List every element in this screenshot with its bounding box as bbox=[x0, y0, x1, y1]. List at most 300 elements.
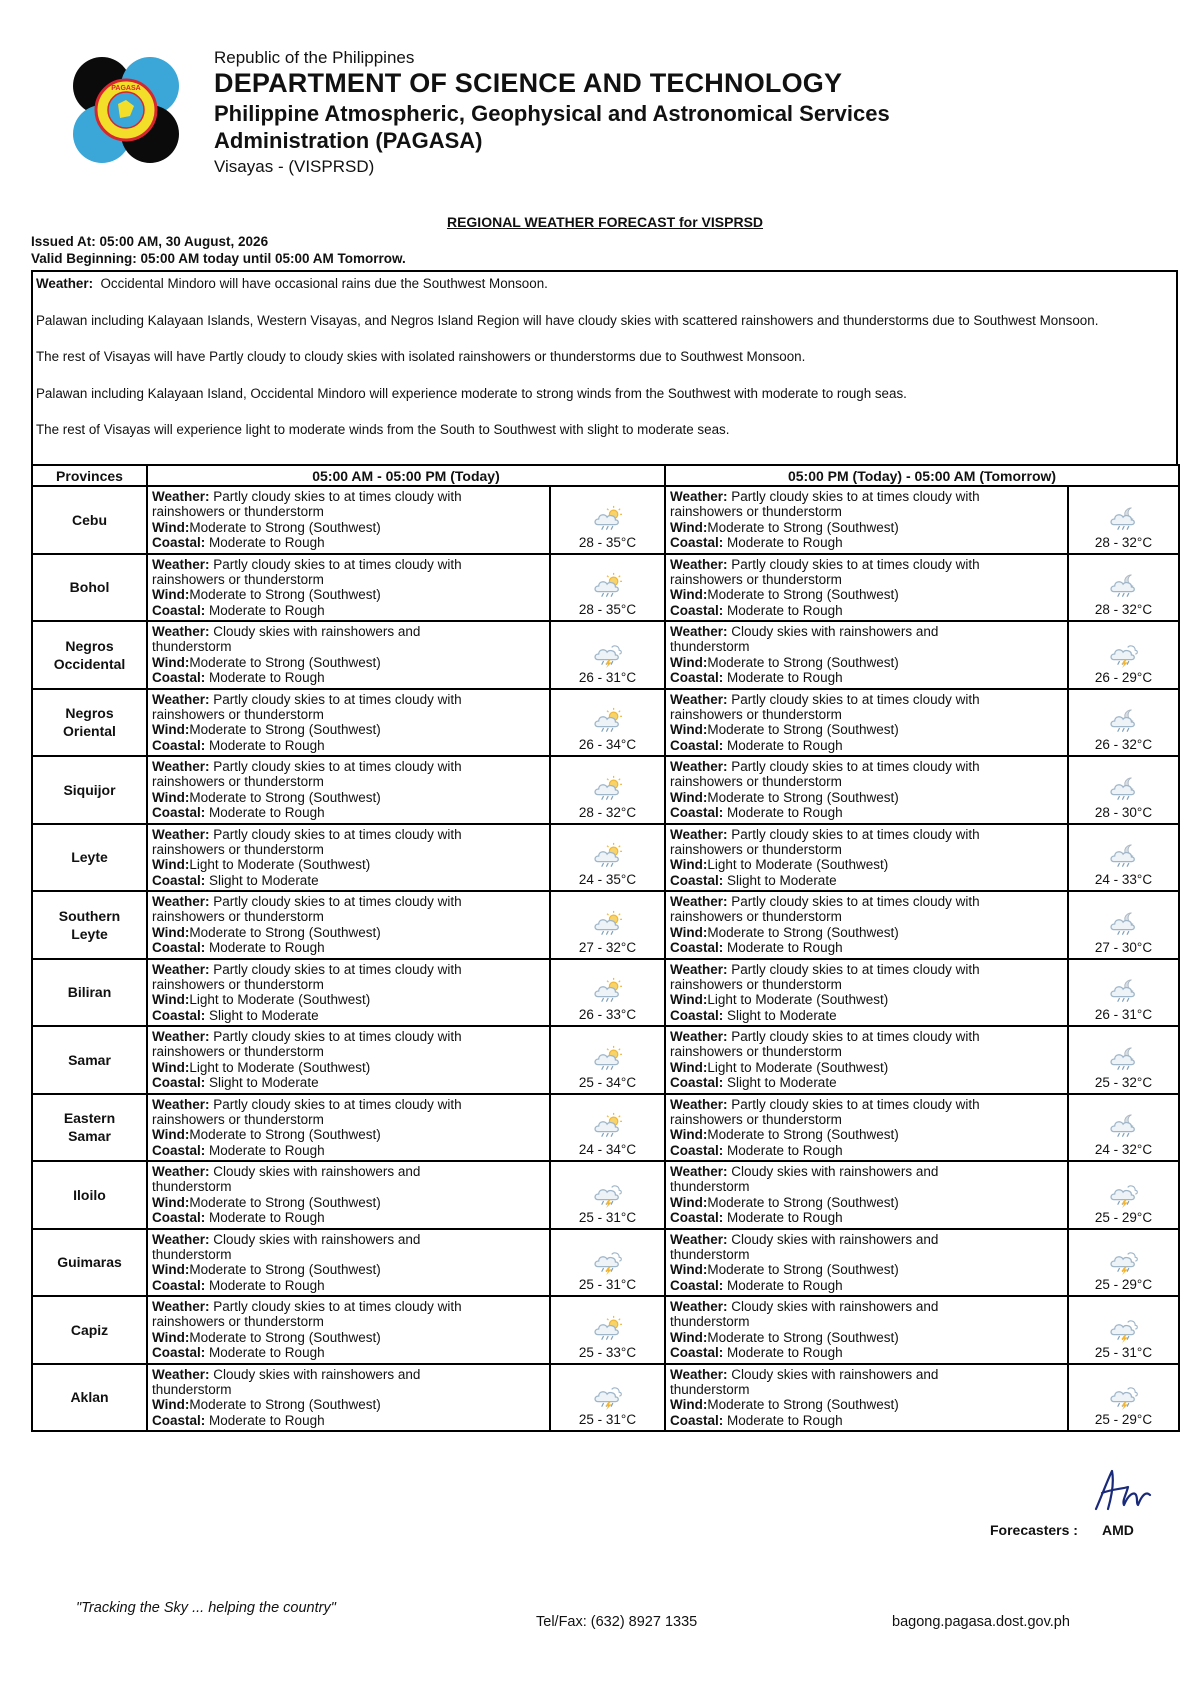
temperature-range: 25 - 31°C bbox=[578, 1277, 637, 1292]
weather-value: Partly cloudy skies to at times cloudy with bbox=[727, 489, 980, 504]
partly-cloudy-rain-day-icon bbox=[590, 1315, 626, 1343]
weather-line bbox=[152, 759, 545, 774]
wind-value: Light to Moderate (Southwest) bbox=[707, 1059, 889, 1075]
temperature-range: 27 - 30°C bbox=[1094, 939, 1153, 955]
temperature-range: 28 - 35°C bbox=[578, 534, 637, 550]
coastal-label: Coastal: bbox=[670, 602, 724, 618]
tonight-forecast-text bbox=[665, 621, 1068, 689]
telfax: Tel/Fax: (632) 8927 1335 bbox=[536, 1614, 698, 1630]
weather-continuation: rainshowers or thunderstorm bbox=[670, 976, 842, 992]
coastal-line bbox=[152, 603, 545, 618]
wind-label: Wind: bbox=[670, 1397, 708, 1413]
coastal-line bbox=[670, 1210, 1063, 1225]
temperature-range: 25 - 29°C bbox=[1094, 1412, 1153, 1427]
coastal-label: Coastal: bbox=[152, 1412, 206, 1428]
wind-value: Moderate to Strong (Southwest) bbox=[707, 519, 899, 535]
today-forecast-text bbox=[147, 1229, 550, 1297]
today-temperature-cell bbox=[550, 891, 665, 959]
coastal-value: Moderate to Rough bbox=[205, 1142, 325, 1158]
province-name-line: Negros bbox=[65, 705, 114, 722]
coastal-value: Moderate to Rough bbox=[205, 1277, 325, 1293]
temperature-range: 26 - 33°C bbox=[578, 1007, 637, 1022]
partly-cloudy-rain-day-icon bbox=[590, 707, 626, 735]
weather-value: Partly cloudy skies to at times cloudy with bbox=[209, 826, 462, 842]
weather-label: Weather: bbox=[670, 1164, 728, 1179]
weather-continuation: rainshowers or thunderstorm bbox=[152, 1314, 324, 1330]
weather-value: Partly cloudy skies to at times cloudy with bbox=[209, 1299, 462, 1314]
province-name bbox=[32, 1364, 147, 1432]
tonight-forecast-text bbox=[665, 1229, 1068, 1297]
coastal-value: Slight to Moderate bbox=[205, 1075, 319, 1091]
temperature-range: 25 - 29°C bbox=[1094, 1209, 1153, 1225]
province-name bbox=[32, 621, 147, 689]
coastal-line bbox=[152, 1413, 545, 1428]
weather-value: Partly cloudy skies to at times cloudy with bbox=[209, 556, 462, 572]
coastal-value: Moderate to Rough bbox=[723, 1345, 843, 1361]
coastal-line bbox=[670, 1075, 1063, 1090]
wind-label: Wind: bbox=[152, 992, 190, 1008]
cloudy-thunderstorm-icon bbox=[590, 1180, 626, 1208]
weather-continuation: rainshowers or thunderstorm bbox=[152, 976, 324, 992]
today-temperature-cell bbox=[550, 1094, 665, 1162]
wind-line bbox=[152, 655, 545, 670]
temperature-range: 26 - 32°C bbox=[1094, 737, 1153, 752]
wind-label: Wind: bbox=[152, 1397, 190, 1413]
weather-value: Cloudy skies with rainshowers and bbox=[727, 624, 939, 639]
temperature-range: 28 - 30°C bbox=[1094, 804, 1153, 820]
weather-line bbox=[152, 1367, 545, 1382]
coastal-label: Coastal: bbox=[670, 535, 724, 551]
wind-line bbox=[152, 587, 545, 602]
wind-value: Moderate to Strong (Southwest) bbox=[189, 722, 381, 738]
weather-label: Weather: bbox=[670, 1299, 728, 1314]
weather-line bbox=[670, 489, 1063, 504]
tonight-temperature-cell bbox=[1068, 554, 1179, 622]
wind-label: Wind: bbox=[670, 1194, 708, 1210]
partly-cloudy-rain-night-icon bbox=[1106, 910, 1142, 938]
tonight-forecast-text bbox=[665, 824, 1068, 892]
tonight-temperature-cell bbox=[1068, 689, 1179, 757]
coastal-label: Coastal: bbox=[670, 670, 724, 686]
tonight-temperature-cell bbox=[1068, 1229, 1179, 1297]
tonight-forecast-text bbox=[665, 486, 1068, 554]
weather-continuation: rainshowers or thunderstorm bbox=[670, 706, 842, 722]
header-today: 05:00 AM - 05:00 PM (Today) bbox=[147, 465, 665, 486]
province-name bbox=[32, 486, 147, 554]
division-label: Visayas - (VISPRSD) bbox=[214, 157, 375, 176]
temperature-range: 24 - 33°C bbox=[1094, 872, 1153, 887]
partly-cloudy-rain-day-icon bbox=[590, 775, 626, 803]
weather-value: Partly cloudy skies to at times cloudy with bbox=[727, 1096, 980, 1112]
temperature-range: 25 - 31°C bbox=[578, 1412, 637, 1427]
wind-line bbox=[152, 1195, 545, 1210]
synopsis-paragraph: Palawan including Kalayaan Island, Occidental Mindoro will experience moderate to strong winds from the Southwest with moderate to rough seas. bbox=[36, 385, 907, 401]
coastal-line bbox=[152, 1075, 545, 1090]
province-row bbox=[32, 1094, 1179, 1162]
wind-line bbox=[152, 1127, 545, 1142]
temperature-range: 26 - 29°C bbox=[1094, 669, 1153, 685]
weather-label: Weather: bbox=[152, 556, 210, 572]
province-name bbox=[32, 689, 147, 757]
coastal-label: Coastal: bbox=[152, 535, 206, 551]
wind-label: Wind: bbox=[670, 857, 708, 873]
province-row bbox=[32, 1026, 1179, 1094]
weather-line bbox=[670, 962, 1063, 977]
weather-continuation: thunderstorm bbox=[670, 1314, 750, 1330]
partly-cloudy-rain-day-icon bbox=[590, 910, 626, 938]
wind-line bbox=[152, 1330, 545, 1345]
wind-value: Moderate to Strong (Southwest) bbox=[707, 789, 899, 805]
wind-value: Moderate to Strong (Southwest) bbox=[707, 1194, 899, 1210]
coastal-line bbox=[670, 1143, 1063, 1158]
wind-value: Light to Moderate (Southwest) bbox=[707, 992, 889, 1008]
coastal-value: Moderate to Rough bbox=[723, 805, 843, 821]
coastal-value: Moderate to Rough bbox=[205, 737, 325, 753]
weather-label: Weather: bbox=[152, 1231, 210, 1247]
province-row bbox=[32, 554, 1179, 622]
agency-name-line2: Administration (PAGASA) bbox=[214, 128, 483, 153]
coastal-label: Coastal: bbox=[152, 1277, 206, 1293]
coastal-value: Slight to Moderate bbox=[205, 872, 319, 888]
website-link[interactable]: bagong.pagasa.dost.gov.ph bbox=[892, 1614, 1070, 1630]
coastal-line bbox=[670, 805, 1063, 820]
coastal-label: Coastal: bbox=[152, 940, 206, 956]
weather-line bbox=[152, 894, 545, 909]
partly-cloudy-rain-night-icon bbox=[1106, 1045, 1142, 1073]
province-row bbox=[32, 1161, 1179, 1229]
province-row bbox=[32, 1296, 1179, 1364]
temperature-range: 25 - 33°C bbox=[578, 1344, 637, 1360]
wind-label: Wind: bbox=[152, 1194, 190, 1210]
wind-label: Wind: bbox=[670, 789, 708, 805]
wind-line bbox=[152, 520, 545, 535]
partly-cloudy-rain-night-icon bbox=[1106, 1112, 1142, 1140]
synopsis-paragraph bbox=[36, 276, 1173, 292]
wind-label: Wind: bbox=[670, 924, 708, 940]
wind-label: Wind: bbox=[670, 722, 708, 738]
weather-line bbox=[152, 1164, 545, 1179]
province-name-line: Cebu bbox=[72, 511, 107, 528]
slogan: "Tracking the Sky ... helping the country" bbox=[76, 1600, 336, 1616]
wind-line bbox=[152, 857, 545, 872]
forecasters-label: Forecasters : bbox=[990, 1522, 1078, 1538]
wind-value: Moderate to Strong (Southwest) bbox=[707, 722, 899, 738]
province-name-line: Aklan bbox=[70, 1389, 109, 1406]
weather-continuation: rainshowers or thunderstorm bbox=[152, 841, 324, 857]
province-name bbox=[32, 1296, 147, 1364]
weather-line bbox=[152, 692, 545, 707]
province-name-line: Iloilo bbox=[73, 1186, 106, 1203]
wind-label: Wind: bbox=[670, 587, 708, 603]
weather-label: Weather: bbox=[670, 1231, 728, 1247]
tonight-temperature-cell bbox=[1068, 1094, 1179, 1162]
temperature-range: 28 - 32°C bbox=[578, 804, 637, 820]
cloudy-thunderstorm-icon bbox=[590, 1382, 626, 1410]
wind-label: Wind: bbox=[670, 1262, 708, 1278]
coastal-label: Coastal: bbox=[670, 1412, 724, 1428]
weather-line bbox=[152, 489, 545, 504]
temperature-range: 25 - 32°C bbox=[1094, 1074, 1153, 1090]
today-temperature-cell bbox=[550, 1026, 665, 1094]
coastal-value: Moderate to Rough bbox=[205, 1345, 325, 1361]
coastal-label: Coastal: bbox=[670, 1007, 724, 1023]
coastal-line bbox=[670, 670, 1063, 685]
province-row bbox=[32, 824, 1179, 892]
weather-continuation: thunderstorm bbox=[152, 1381, 232, 1397]
temperature-range: 26 - 31°C bbox=[578, 669, 637, 685]
cloudy-thunderstorm-icon bbox=[590, 1247, 626, 1275]
partly-cloudy-rain-day-icon bbox=[590, 505, 626, 533]
weather-value: Partly cloudy skies to at times cloudy with bbox=[209, 691, 462, 707]
weather-continuation: thunderstorm bbox=[670, 1246, 750, 1262]
weather-line bbox=[670, 1029, 1063, 1044]
today-forecast-text bbox=[147, 621, 550, 689]
coastal-value: Moderate to Rough bbox=[723, 535, 843, 551]
tonight-temperature-cell bbox=[1068, 959, 1179, 1027]
partly-cloudy-rain-night-icon bbox=[1106, 775, 1142, 803]
wind-line bbox=[670, 520, 1063, 535]
cloudy-thunderstorm-icon bbox=[1106, 1315, 1142, 1343]
wind-line bbox=[670, 1127, 1063, 1142]
coastal-line bbox=[670, 1413, 1063, 1428]
weather-continuation: rainshowers or thunderstorm bbox=[152, 774, 324, 790]
wind-label: Wind: bbox=[152, 519, 190, 535]
weather-continuation: rainshowers or thunderstorm bbox=[152, 909, 324, 925]
coastal-value: Moderate to Rough bbox=[205, 602, 325, 618]
coastal-label: Coastal: bbox=[152, 1007, 206, 1023]
coastal-value: Moderate to Rough bbox=[723, 737, 843, 753]
today-forecast-text bbox=[147, 689, 550, 757]
wind-value: Moderate to Strong (Southwest) bbox=[189, 1127, 381, 1143]
wind-label: Wind: bbox=[670, 992, 708, 1008]
coastal-line bbox=[152, 1008, 545, 1023]
wind-line bbox=[670, 1060, 1063, 1075]
province-name-line: Oriental bbox=[63, 723, 116, 740]
coastal-label: Coastal: bbox=[670, 1277, 724, 1293]
republic-label: Republic of the Philippines bbox=[214, 48, 415, 67]
weather-value: Cloudy skies with rainshowers and bbox=[209, 1231, 421, 1247]
coastal-line bbox=[152, 670, 545, 685]
province-name-line: Samar bbox=[68, 1051, 111, 1068]
coastal-label: Coastal: bbox=[670, 1075, 724, 1091]
weather-line bbox=[152, 1232, 545, 1247]
province-name-line: Bohol bbox=[69, 579, 110, 596]
weather-label: Weather: bbox=[152, 1096, 210, 1112]
wind-line bbox=[152, 790, 545, 805]
today-forecast-text bbox=[147, 756, 550, 824]
partly-cloudy-rain-night-icon bbox=[1106, 572, 1142, 600]
weather-continuation: rainshowers or thunderstorm bbox=[670, 774, 842, 790]
weather-line bbox=[152, 827, 545, 842]
province-name bbox=[32, 554, 147, 622]
wind-line bbox=[152, 722, 545, 737]
tonight-temperature-cell bbox=[1068, 486, 1179, 554]
weather-value: Partly cloudy skies to at times cloudy with bbox=[209, 759, 462, 774]
province-name-line: Samar bbox=[68, 1128, 111, 1145]
weather-line bbox=[152, 962, 545, 977]
province-name-line: Capiz bbox=[70, 1321, 109, 1338]
today-temperature-cell bbox=[550, 621, 665, 689]
tonight-temperature-cell bbox=[1068, 1296, 1179, 1364]
agency-name-line1: Philippine Atmospheric, Geophysical and Astronomical Services bbox=[214, 101, 890, 126]
today-forecast-text bbox=[147, 824, 550, 892]
weather-continuation: rainshowers or thunderstorm bbox=[670, 1044, 842, 1060]
coastal-value: Moderate to Rough bbox=[723, 1412, 843, 1428]
weather-line bbox=[670, 1232, 1063, 1247]
today-temperature-cell bbox=[550, 1229, 665, 1297]
wind-line bbox=[670, 722, 1063, 737]
weather-label: Weather: bbox=[670, 826, 728, 842]
wind-label: Wind: bbox=[152, 722, 190, 738]
province-name bbox=[32, 1161, 147, 1229]
weather-continuation: rainshowers or thunderstorm bbox=[152, 571, 324, 587]
wind-value: Light to Moderate (Southwest) bbox=[189, 1059, 371, 1075]
weather-line bbox=[670, 1097, 1063, 1112]
wind-label: Wind: bbox=[670, 1059, 708, 1075]
partly-cloudy-rain-night-icon bbox=[1106, 505, 1142, 533]
partly-cloudy-rain-night-icon bbox=[1106, 977, 1142, 1005]
weather-continuation: rainshowers or thunderstorm bbox=[152, 504, 324, 520]
weather-continuation: rainshowers or thunderstorm bbox=[152, 706, 324, 722]
wind-line bbox=[152, 1397, 545, 1412]
tonight-temperature-cell bbox=[1068, 1364, 1179, 1432]
coastal-line bbox=[670, 603, 1063, 618]
wind-label: Wind: bbox=[670, 1329, 708, 1345]
cloudy-thunderstorm-icon bbox=[1106, 1382, 1142, 1410]
province-name bbox=[32, 1094, 147, 1162]
partly-cloudy-rain-day-icon bbox=[590, 977, 626, 1005]
cloudy-thunderstorm-icon bbox=[1106, 1180, 1142, 1208]
wind-label: Wind: bbox=[670, 519, 708, 535]
synopsis-paragraph: The rest of Visayas will experience light to moderate winds from the South to Southwest with slight to moderate seas. bbox=[36, 422, 730, 437]
wind-line bbox=[670, 857, 1063, 872]
weather-line bbox=[670, 1367, 1063, 1382]
province-name bbox=[32, 1026, 147, 1094]
wind-label: Wind: bbox=[670, 1127, 708, 1143]
province-name-line: Eastern bbox=[63, 1110, 116, 1127]
weather-line bbox=[152, 1299, 545, 1314]
weather-value: Partly cloudy skies to at times cloudy with bbox=[727, 894, 980, 909]
weather-label: Weather: bbox=[152, 826, 210, 842]
coastal-label: Coastal: bbox=[670, 1210, 724, 1226]
coastal-value: Moderate to Rough bbox=[723, 1210, 843, 1226]
coastal-value: Moderate to Rough bbox=[205, 535, 325, 551]
coastal-line bbox=[152, 1345, 545, 1360]
cloudy-thunderstorm-icon bbox=[1106, 640, 1142, 668]
province-name bbox=[32, 891, 147, 959]
wind-value: Moderate to Strong (Southwest) bbox=[707, 1127, 899, 1143]
partly-cloudy-rain-night-icon bbox=[1106, 842, 1142, 870]
weather-label: Weather: bbox=[670, 894, 728, 909]
province-name bbox=[32, 756, 147, 824]
tonight-temperature-cell bbox=[1068, 756, 1179, 824]
coastal-line bbox=[670, 1008, 1063, 1023]
wind-value: Moderate to Strong (Southwest) bbox=[189, 1194, 381, 1210]
coastal-line bbox=[152, 1143, 545, 1158]
partly-cloudy-rain-day-icon bbox=[590, 842, 626, 870]
weather-continuation: thunderstorm bbox=[670, 639, 750, 655]
weather-continuation: thunderstorm bbox=[152, 1246, 232, 1262]
province-row bbox=[32, 621, 1179, 689]
cloudy-thunderstorm-icon bbox=[590, 640, 626, 668]
wind-value: Moderate to Strong (Southwest) bbox=[189, 1262, 381, 1278]
coastal-line bbox=[670, 940, 1063, 955]
wind-label: Wind: bbox=[152, 587, 190, 603]
weather-line bbox=[152, 1029, 545, 1044]
wind-value: Moderate to Strong (Southwest) bbox=[189, 587, 381, 603]
wind-line bbox=[670, 925, 1063, 940]
weather-label: Weather: bbox=[152, 489, 210, 504]
province-name-line: Leyte bbox=[71, 849, 108, 866]
coastal-label: Coastal: bbox=[670, 1345, 724, 1361]
weather-value: Partly cloudy skies to at times cloudy with bbox=[209, 961, 462, 977]
wind-label: Wind: bbox=[152, 1329, 190, 1345]
cloudy-thunderstorm-icon bbox=[1106, 1247, 1142, 1275]
weather-continuation: rainshowers or thunderstorm bbox=[670, 571, 842, 587]
wind-value: Moderate to Strong (Southwest) bbox=[707, 1329, 899, 1345]
coastal-label: Coastal: bbox=[670, 940, 724, 956]
today-temperature-cell bbox=[550, 1296, 665, 1364]
coastal-value: Moderate to Rough bbox=[205, 805, 325, 821]
weather-line bbox=[670, 1299, 1063, 1314]
coastal-value: Moderate to Rough bbox=[205, 1412, 325, 1428]
wind-label: Wind: bbox=[152, 1059, 190, 1075]
weather-continuation: rainshowers or thunderstorm bbox=[670, 504, 842, 520]
weather-value: Cloudy skies with rainshowers and bbox=[209, 1164, 421, 1179]
valid-period: Valid Beginning: 05:00 AM today until 05:00 AM Tomorrow. bbox=[31, 251, 406, 266]
partly-cloudy-rain-day-icon bbox=[590, 1045, 626, 1073]
province-row bbox=[32, 891, 1179, 959]
wind-value: Moderate to Strong (Southwest) bbox=[189, 789, 381, 805]
header-provinces: Provinces bbox=[32, 465, 147, 486]
today-forecast-text bbox=[147, 1094, 550, 1162]
weather-line bbox=[670, 692, 1063, 707]
department-name: DEPARTMENT OF SCIENCE AND TECHNOLOGY bbox=[214, 68, 843, 98]
coastal-label: Coastal: bbox=[670, 737, 724, 753]
weather-label: Weather: bbox=[152, 961, 210, 977]
forecast-body bbox=[32, 486, 1179, 1431]
wind-value: Moderate to Strong (Southwest) bbox=[189, 924, 381, 940]
wind-label: Wind: bbox=[152, 789, 190, 805]
wind-value: Light to Moderate (Southwest) bbox=[189, 857, 371, 873]
weather-value: Partly cloudy skies to at times cloudy with bbox=[209, 489, 462, 504]
weather-value: Partly cloudy skies to at times cloudy with bbox=[727, 556, 980, 572]
synopsis-paragraph: The rest of Visayas will have Partly cloudy to cloudy skies with isolated rainshowers or thunderstorms due to Southwest Monsoon. bbox=[36, 349, 806, 364]
weather-continuation: thunderstorm bbox=[670, 1381, 750, 1397]
province-row bbox=[32, 959, 1179, 1027]
wind-value: Light to Moderate (Southwest) bbox=[189, 992, 371, 1008]
coastal-label: Coastal: bbox=[670, 872, 724, 888]
weather-label: Weather: bbox=[670, 1029, 728, 1044]
weather-line bbox=[670, 1164, 1063, 1179]
weather-label: Weather: bbox=[670, 489, 728, 504]
weather-value: Partly cloudy skies to at times cloudy with bbox=[727, 691, 980, 707]
temperature-range: 25 - 34°C bbox=[578, 1074, 637, 1090]
weather-value: Cloudy skies with rainshowers and bbox=[209, 624, 421, 639]
today-forecast-text bbox=[147, 1296, 550, 1364]
coastal-line bbox=[152, 873, 545, 888]
wind-line bbox=[670, 655, 1063, 670]
weather-label: Weather: bbox=[670, 624, 728, 639]
temperature-range: 25 - 31°C bbox=[578, 1209, 637, 1225]
wind-label: Wind: bbox=[152, 1127, 190, 1143]
wind-value: Light to Moderate (Southwest) bbox=[707, 857, 889, 873]
today-forecast-text bbox=[147, 554, 550, 622]
province-name bbox=[32, 824, 147, 892]
weather-label: Weather: bbox=[152, 759, 210, 774]
weather-label: Weather: bbox=[152, 1164, 210, 1179]
coastal-value: Slight to Moderate bbox=[205, 1007, 319, 1023]
